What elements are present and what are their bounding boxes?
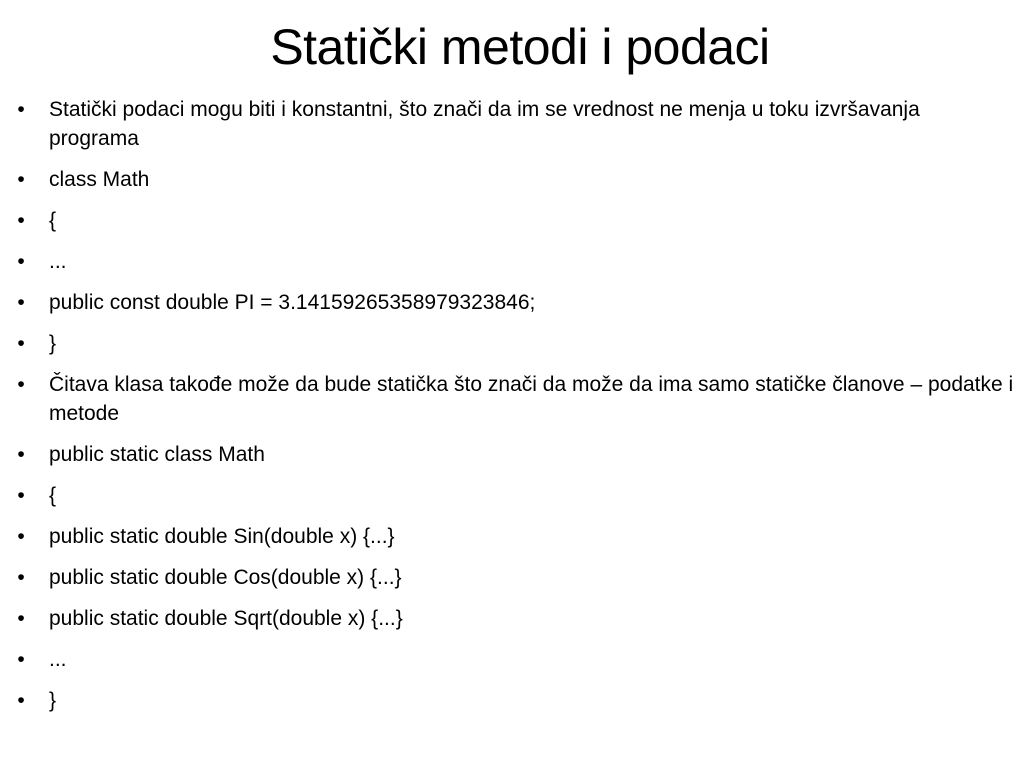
list-item [14, 329, 1014, 358]
bullet-dot-icon: • [17, 525, 25, 548]
bullet-text: class Math [49, 168, 150, 191]
list-item [14, 481, 1014, 510]
bullet-dot-icon: • [17, 250, 25, 273]
bullet-text: } [49, 689, 57, 712]
list-item [14, 288, 1014, 317]
list-item [14, 206, 1014, 235]
bullet-dot-icon: • [17, 332, 25, 355]
bullet-dot-icon: • [17, 443, 25, 466]
bullet-dot-icon: • [17, 689, 25, 712]
bullet-text: } [49, 332, 57, 355]
bullet-text: public static double Sin(double x) {...} [49, 525, 395, 548]
list-item [14, 247, 1014, 276]
bullet-dot-icon: • [17, 607, 25, 630]
bullet-text: { [49, 209, 57, 232]
list-item [14, 440, 1014, 469]
list-item [14, 645, 1014, 674]
list-item [14, 370, 1014, 428]
list-item [14, 686, 1014, 715]
bullet-text: { [49, 484, 57, 507]
bullet-text: public static class Math [49, 443, 265, 466]
bullet-text: public static double Sqrt(double x) {...} [49, 607, 403, 630]
list-item [14, 165, 1014, 194]
bullet-dot-icon: • [17, 648, 25, 671]
bullet-dot-icon: • [17, 168, 25, 191]
list-item [14, 604, 1014, 633]
list-item [14, 95, 1014, 153]
slide-title: Statički metodi i podaci [270, 19, 770, 75]
list-item [14, 522, 1014, 551]
bullet-text: public const double PI = 3.14159265358979323846; [49, 291, 536, 314]
list-item [14, 563, 1014, 592]
bullet-text: Čitava klasa takođe može da bude statička što znači da može da ima samo statičke članove – podatke i metode [49, 373, 1014, 425]
bullet-text: public static double Cos(double x) {...} [49, 566, 402, 589]
bullet-dot-icon: • [17, 373, 25, 396]
bullet-text: Statički podaci mogu biti i konstantni, što znači da im se vrednost ne menja u toku izvršavanja programa [49, 98, 920, 150]
bullet-dot-icon: • [17, 566, 25, 589]
bullet-text: ... [49, 648, 67, 671]
bullet-dot-icon: • [17, 209, 25, 232]
bullet-text: ... [49, 250, 67, 273]
bullet-dot-icon: • [17, 484, 25, 507]
bullet-dot-icon: • [17, 291, 25, 314]
bullet-dot-icon: • [17, 98, 25, 121]
bullet-list [14, 95, 1014, 727]
